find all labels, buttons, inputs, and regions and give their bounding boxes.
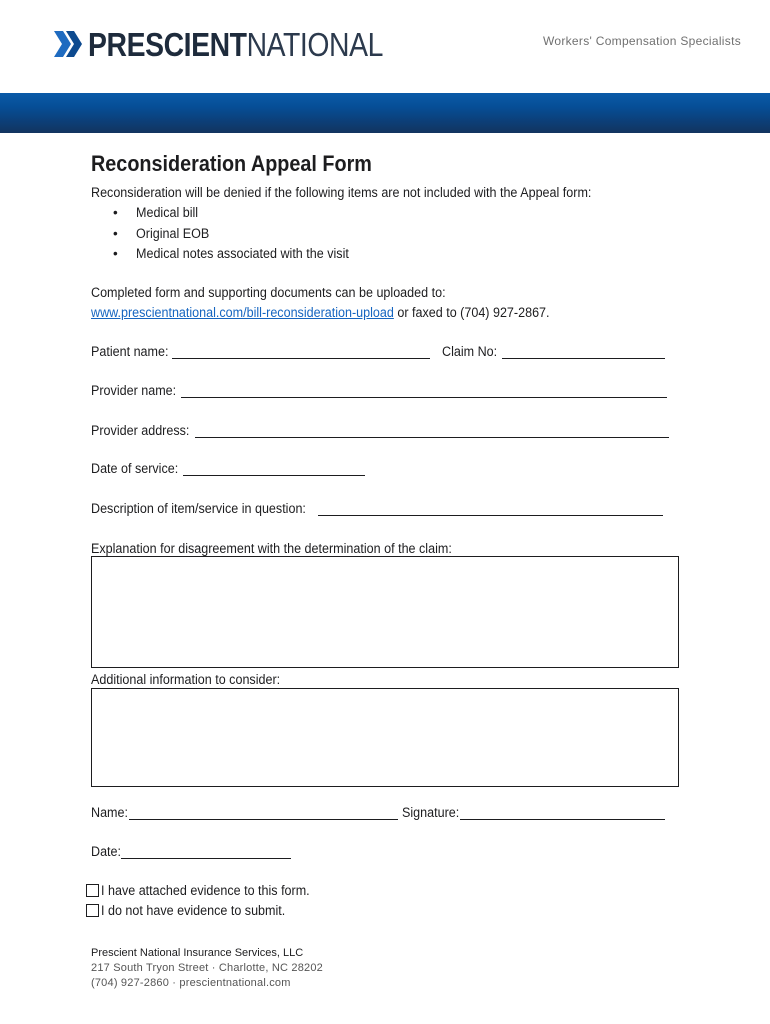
provider-name-field[interactable] — [181, 386, 667, 398]
patient-name-field[interactable] — [172, 347, 430, 359]
provider-address-field[interactable] — [195, 426, 669, 438]
brand-bold: PRESCIENT — [88, 25, 247, 63]
brand-wordmark — [88, 25, 383, 63]
signature-label: Signature: — [401, 805, 460, 820]
provider-name-row — [91, 383, 667, 398]
header-band — [0, 93, 770, 133]
footer-address: 217 South Tryon Street · Charlotte, NC 28202 — [91, 962, 323, 974]
patient-name-label: Patient name: — [91, 344, 169, 359]
date-field[interactable] — [121, 847, 291, 859]
fax-text: or faxed to (704) 927-2867. — [393, 305, 550, 320]
provider-address-row — [91, 423, 669, 438]
patient-claim-row — [91, 344, 665, 359]
provider-address-label: Provider address: — [91, 423, 190, 438]
date-of-service-row — [91, 461, 365, 476]
claim-no-label: Claim No: — [442, 344, 498, 359]
footer-contact: (704) 927-2860 · prescientnational.com — [91, 977, 291, 989]
provider-name-label: Provider name: — [91, 383, 177, 398]
date-label: Date: — [91, 844, 122, 859]
evidence-attached-checkbox[interactable] — [86, 884, 99, 897]
required-item-label: Medical notes associated with the visit — [136, 246, 349, 261]
tagline: Workers' Compensation Specialists — [542, 34, 741, 48]
date-of-service-field[interactable] — [183, 464, 365, 476]
intro-text: Reconsideration will be denied if the following items are not included with the Appeal form: — [91, 185, 592, 200]
additional-textarea[interactable] — [91, 688, 679, 787]
upload-text: Completed form and supporting documents can be uploaded to: — [91, 285, 446, 300]
no-evidence-label: I do not have evidence to submit. — [101, 903, 286, 918]
name-signature-row — [91, 805, 665, 820]
required-item-label: Medical bill — [136, 205, 199, 220]
explanation-label: Explanation for disagreement with the determination of the claim: — [91, 541, 452, 556]
claim-no-field[interactable] — [502, 347, 665, 359]
footer-company: Prescient National Insurance Services, LLC — [91, 947, 304, 959]
description-field[interactable] — [318, 504, 663, 516]
date-row — [91, 844, 291, 859]
explanation-textarea[interactable] — [91, 556, 679, 668]
name-label: Name: — [91, 805, 128, 820]
required-item-label: Original EOB — [136, 226, 210, 241]
upload-link[interactable]: www.prescientnational.com/bill-reconsideration-upload — [91, 305, 394, 320]
no-evidence-checkbox[interactable] — [86, 904, 99, 917]
upload-line — [91, 305, 550, 320]
name-field[interactable] — [129, 808, 398, 820]
description-row — [91, 501, 663, 516]
additional-label: Additional information to consider: — [91, 672, 281, 687]
page-title: Reconsideration Appeal Form — [91, 151, 372, 176]
description-label: Description of item/service in question: — [91, 501, 306, 516]
company-logo — [54, 22, 431, 66]
double-chevron-icon — [54, 29, 84, 59]
signature-field[interactable] — [460, 808, 665, 820]
brand-light: NATIONAL — [246, 25, 383, 63]
date-of-service-label: Date of service: — [91, 461, 179, 476]
evidence-attached-label: I have attached evidence to this form. — [101, 883, 310, 898]
